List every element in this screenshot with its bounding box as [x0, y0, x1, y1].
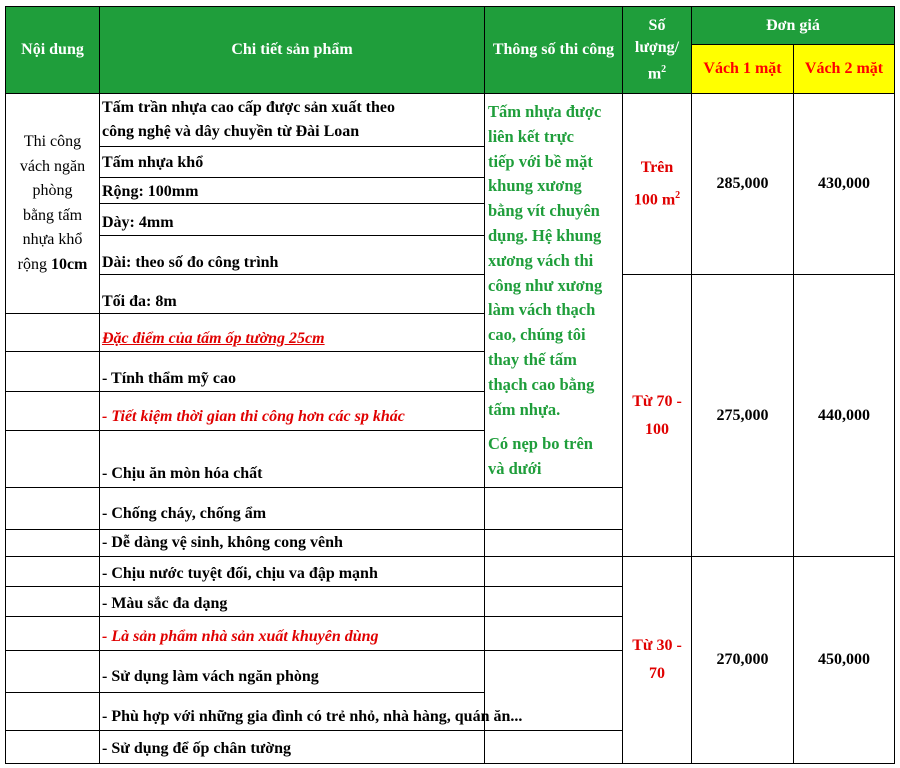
- tier-1-two-side-value: 430,000: [818, 175, 870, 192]
- spec-line: Có nẹp bo trên: [488, 434, 593, 454]
- details-divider: [99, 146, 485, 147]
- spec-line: làm vách thạch: [488, 300, 596, 320]
- tier-2-qty-line2: 100: [645, 420, 669, 438]
- tier-3-qty-line2: 70: [649, 665, 665, 682]
- details-divider: [99, 430, 485, 431]
- content-empty-1: [5, 313, 100, 352]
- content-empty-4: [5, 430, 100, 488]
- detail-line: Dày: 4mm: [102, 214, 174, 231]
- content-line6: rộng 10cm: [17, 255, 88, 273]
- detail-line: Tấm trần nhựa cao cấp được sản xuất theo: [102, 99, 395, 116]
- header-two-side-label: Vách 2 mặt: [804, 60, 884, 77]
- tier-3-two-side-price: [793, 556, 895, 764]
- details-divider: [99, 235, 485, 236]
- header-unit-price: [691, 6, 895, 45]
- spec-line: thay thế tấm: [488, 349, 577, 369]
- tier-2-one-side-value: 275,000: [716, 406, 769, 424]
- detail-line: - Tính thẩm mỹ cao: [102, 370, 236, 387]
- tier-1-qty-line1: Trên: [640, 158, 674, 176]
- detail-line: Tối đa: 8m: [102, 293, 177, 310]
- spec-line: công như xương: [488, 275, 603, 295]
- tier-1-one-side-price: [691, 93, 794, 275]
- header-unit-price-label: Đơn giá: [766, 16, 820, 34]
- header-two-side: [793, 44, 895, 94]
- spec-line: Tấm nhựa được: [488, 102, 602, 121]
- spec-text: [488, 100, 622, 482]
- detail-line: - Chịu ăn mòn hóa chất: [102, 465, 263, 482]
- details-divider: [99, 391, 485, 392]
- tier-3-qty: [622, 556, 692, 764]
- spec-line: liên kết trực: [488, 126, 574, 146]
- header-one-side-label: Vách 1 mặt: [703, 60, 782, 77]
- content-empty-6: [5, 529, 100, 557]
- tier-3-two-side-value: 450,000: [818, 651, 870, 668]
- content-line5: nhựa khổ: [22, 231, 83, 248]
- spec-line: xương vách thi: [488, 250, 594, 270]
- spec-line: và dưới: [488, 459, 542, 479]
- content-empty-7: [5, 556, 100, 587]
- detail-line: công nghệ và dây chuyền từ Đài Loan: [102, 123, 360, 140]
- content-empty-3: [5, 391, 100, 431]
- detail-line: Dài: theo số đo công trình: [102, 254, 279, 271]
- feature-heading: Đặc điểm của tấm ốp tường 25cm: [102, 330, 325, 347]
- tier-3-one-side-value: 270,000: [716, 651, 769, 668]
- content-empty-2: [5, 351, 100, 392]
- header-qty: [622, 6, 692, 94]
- content-empty-9: [5, 616, 100, 651]
- header-detail: [99, 6, 485, 94]
- details-divider: [99, 177, 485, 178]
- detail-line: - Dễ dàng vệ sinh, không cong vênh: [102, 534, 343, 551]
- spec-line: cao, chúng tôi: [488, 325, 586, 345]
- header-qty-sup: 2: [661, 63, 667, 75]
- tier-1-one-side-value: 285,000: [716, 175, 769, 192]
- detail-line: Tấm nhựa khổ: [102, 154, 204, 171]
- detail-line-highlight: - Là sản phẩm nhà sản xuất khuyên dùng: [102, 628, 379, 645]
- tier-1-two-side-price: [793, 93, 895, 275]
- tier-2-qty: [622, 274, 692, 557]
- tier-2-two-side-price: [793, 274, 895, 557]
- detail-line: - Sử dụng làm vách ngăn phòng: [102, 668, 319, 685]
- detail-line: - Sử dụng để ốp chân tường: [102, 740, 292, 757]
- header-qty-line2: lượng/: [634, 38, 680, 56]
- content-line4: bằng tấm: [22, 206, 83, 224]
- detail-line-highlight: - Tiết kiệm thời gian thi công hơn các sp khác: [102, 408, 405, 425]
- content-empty-12: [5, 730, 100, 764]
- spec-line: thạch cao bằng: [488, 374, 595, 394]
- tier-2-one-side-price: [691, 274, 794, 557]
- header-detail-label: Chi tiết sản phẩm: [231, 41, 353, 58]
- spec-line: khung xương: [488, 176, 582, 196]
- content-empty-11: [5, 692, 100, 731]
- header-spec-label: Thông số thi công: [492, 41, 615, 58]
- content-empty-8: [5, 586, 100, 617]
- tier-1-qty: [622, 93, 692, 275]
- detail-line: - Phù hợp với những gia đình có trẻ nhỏ, nhà hàng, quán ăn...: [102, 708, 523, 725]
- content-empty-10: [5, 650, 100, 693]
- spec-line: tấm nhựa.: [488, 399, 561, 419]
- tier-2-two-side-value: 440,000: [818, 406, 870, 424]
- header-spec: [484, 6, 623, 94]
- spec-line: dụng. Hệ khung: [488, 225, 602, 245]
- detail-line: - Màu sắc đa dạng: [102, 595, 228, 612]
- content-line3: phòng: [32, 182, 73, 199]
- tier-3-one-side-price: [691, 556, 794, 764]
- content-line1: Thi công: [23, 133, 82, 150]
- header-one-side: [691, 44, 794, 94]
- header-qty-line3: $m^2$: [647, 63, 667, 83]
- header-content-label: Nội dung: [21, 41, 84, 58]
- spec-line: bằng vít chuyên: [488, 201, 600, 221]
- details-divider: [99, 692, 485, 693]
- content-cell: [5, 93, 100, 314]
- spec-line: tiếp với bề mặt: [488, 151, 593, 171]
- content-empty-5: [5, 487, 100, 530]
- details-divider: [99, 351, 485, 352]
- header-content: [5, 6, 100, 94]
- header-qty-line1: Số: [648, 16, 666, 34]
- tier-3-qty-line1: Từ 30 -: [632, 637, 682, 654]
- tier-1-qty-line2: 100 $m^2$: [633, 189, 681, 209]
- detail-line: - Chống cháy, chống ẩm: [102, 505, 267, 522]
- detail-line: Rộng: 100mm: [102, 183, 199, 200]
- tier-2-qty-line1: Từ 70 -: [632, 392, 682, 410]
- detail-line: - Chịu nước tuyệt đối, chịu va đập mạnh: [102, 565, 378, 582]
- content-line2: vách ngăn: [19, 157, 86, 175]
